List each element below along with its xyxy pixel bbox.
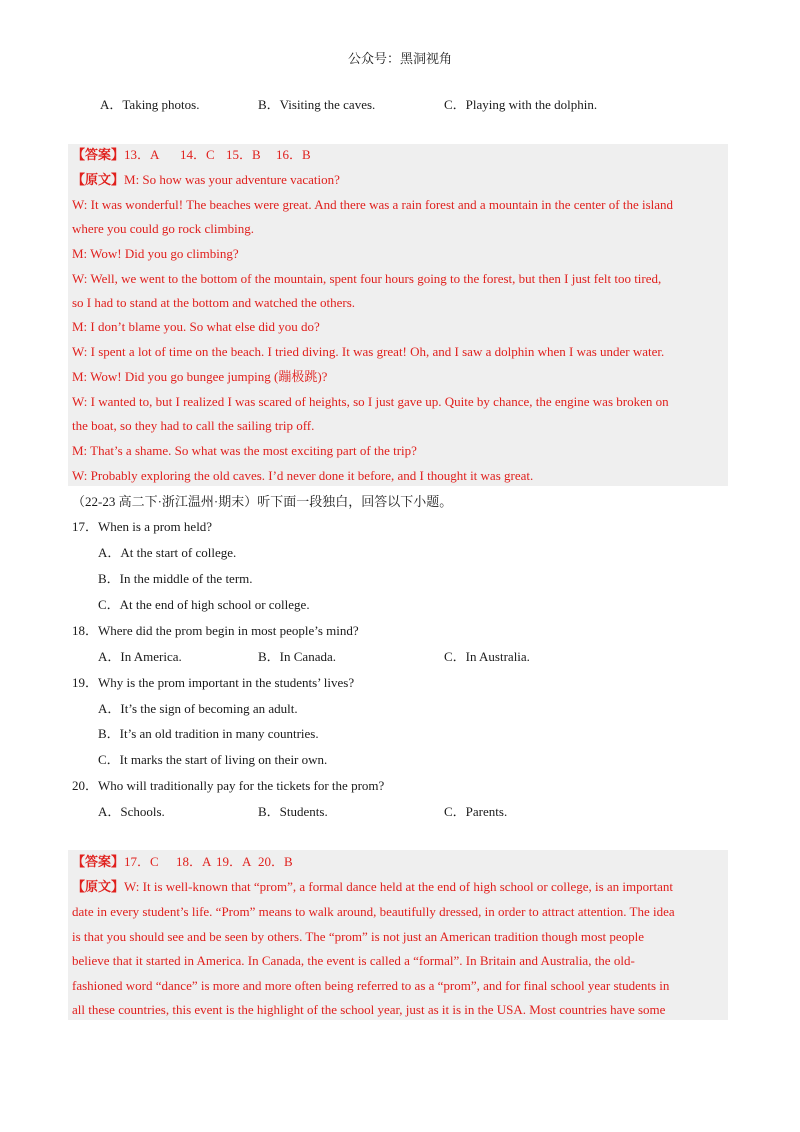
q16-option-b: B．Visiting the caves.	[258, 97, 376, 112]
question-stem: 18．Where did the prom begin in most people’s mind?	[72, 623, 359, 638]
question-option: C．In Australia.	[444, 649, 530, 664]
answer-item: 17．C	[124, 854, 159, 869]
transcript-line: date in every student’s life. “Prom” means to walk around, beautifully dressed, in order to attract attention. The idea	[72, 904, 675, 919]
question-option: C．Parents.	[444, 804, 508, 819]
transcript-line: W: Well, we went to the bottom of the mountain, spent four hours going to the forest, but then I just felt too tired,	[72, 271, 662, 286]
question-option: B．In Canada.	[258, 649, 336, 664]
q16-option-c: C．Playing with the dolphin.	[444, 97, 598, 112]
answer-item: 15．B	[226, 147, 261, 162]
transcript-line	[72, 171, 340, 189]
answer-item: 16．B	[276, 147, 311, 162]
transcript-line: all these countries, this event is the highlight of the school year, just as it is in the USA. Most countries have some	[72, 1002, 666, 1017]
answer-item: 19．A	[216, 854, 252, 869]
answer-item: 13．A	[124, 147, 160, 162]
transcript-line: M: Wow! Did you go bungee jumping (蹦极跳)?	[72, 369, 328, 384]
question-option: B．In the middle of the term.	[98, 571, 253, 586]
transcript-line: W: I wanted to, but I realized I was scared of heights, so I just gave up. Quite by chance, the engine was broken on	[72, 394, 669, 409]
transcript-line: believe that it started in America. In Canada, the event is called a “formal”. In Britain and Australia, the old-	[72, 953, 635, 968]
transcript-line: so I had to stand at the bottom and watched the others.	[72, 295, 356, 310]
transcript-line: fashioned word “dance” is more and more often being referred to as a “prom”, and for final school year students in	[72, 978, 670, 993]
section-intro: （22-23 高二下·浙江温州·期末）听下面一段独白，回答以下小题。	[72, 494, 453, 509]
question-option: C．At the end of high school or college.	[98, 597, 310, 612]
answer-line-1	[72, 146, 311, 164]
question-option: A．In America.	[98, 649, 182, 664]
question-option: B．It’s an old tradition in many countries.	[98, 726, 319, 741]
question-option: A．At the start of college.	[98, 545, 237, 560]
question-option: A．Schools.	[98, 804, 165, 819]
q16-option-a: A．Taking photos.	[100, 97, 200, 112]
transcript-line: W: Probably exploring the old caves. I’d never done it before, and I thought it was great.	[72, 468, 534, 483]
transcript-label: 【原文】	[72, 172, 125, 187]
transcript-line: M: Wow! Did you go climbing?	[72, 246, 239, 261]
question-stem: 17．When is a prom held?	[72, 519, 213, 534]
answer-label: 【答案】	[72, 147, 125, 162]
question-stem: 19．Why is the prom important in the students’ lives?	[72, 675, 355, 690]
transcript-line: M: That’s a shame. So what was the most exciting part of the trip?	[72, 443, 417, 458]
page-header: 公众号：黑洞视角	[347, 51, 452, 66]
transcript-line: W: It was wonderful! The beaches were great. And there was a rain forest and a mountain in the center of the island	[72, 197, 674, 212]
transcript-line	[72, 878, 673, 896]
answer-item: 20．B	[258, 854, 293, 869]
transcript-line: where you could go rock climbing.	[72, 221, 254, 236]
transcript-line: W: I spent a lot of time on the beach. I tried diving. It was great! Oh, and I saw a dolphin when I was under water.	[72, 344, 665, 359]
question-stem: 20．Who will traditionally pay for the tickets for the prom?	[72, 778, 385, 793]
answer-item: 18．A	[176, 854, 212, 869]
question-option: C．It marks the start of living on their own.	[98, 752, 328, 767]
question-option: A．It’s the sign of becoming an adult.	[98, 701, 298, 716]
answer-item: 14．C	[180, 147, 215, 162]
answer-label: 【答案】	[72, 854, 125, 869]
answer-line-2	[72, 853, 293, 871]
transcript-text: W: It is well-known that “prom”, a formal dance held at the end of high school or college, is an important	[124, 879, 673, 894]
transcript-label: 【原文】	[72, 879, 125, 894]
transcript-line: is that you should see and be seen by others. The “prom” is not just an American tradition though most people	[72, 929, 645, 944]
transcript-line: M: I don’t blame you. So what else did you do?	[72, 319, 320, 334]
transcript-text: M: So how was your adventure vacation?	[124, 172, 340, 187]
transcript-line: the boat, so they had to call the sailing trip off.	[72, 418, 315, 433]
question-option: B．Students.	[258, 804, 328, 819]
